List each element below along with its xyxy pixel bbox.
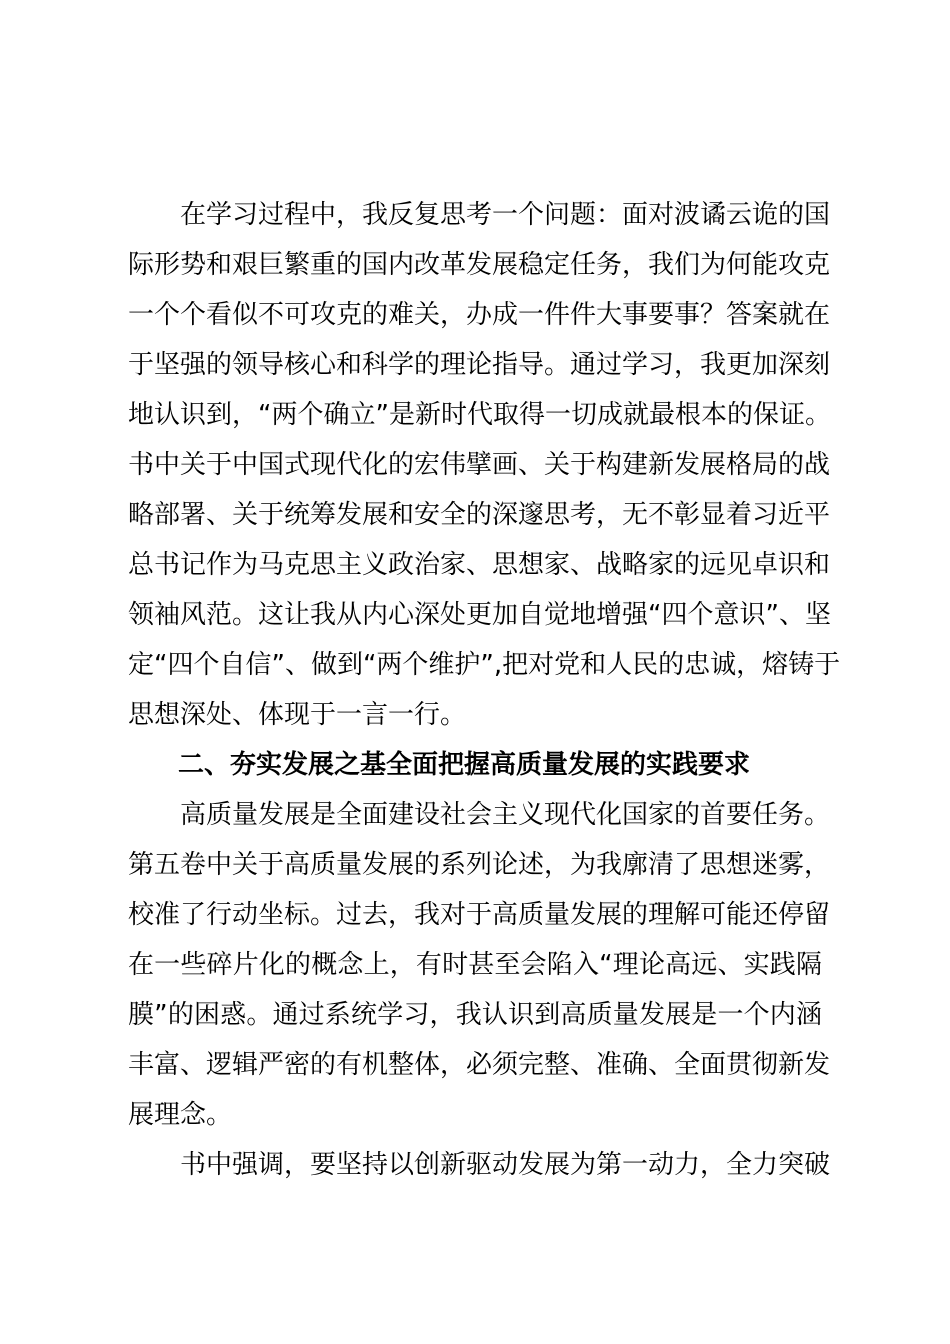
text-line: 思想深处、体现于一言一行。 bbox=[128, 700, 467, 730]
text-line: 总书记作为马克思主义政治家、思想家、战略家的远见卓识和 bbox=[128, 550, 831, 580]
text-line: 地认识到，“两个确立”是新时代取得一切成就最根本的保证。 bbox=[128, 400, 831, 430]
text-line: 际形势和艰巨繁重的国内改革发展稳定任务，我们为何能攻克 bbox=[128, 250, 831, 280]
text-line: 书中强调，要坚持以创新驱动发展为第一动力，全力突破 bbox=[180, 1150, 831, 1180]
text-line: 第五卷中关于高质量发展的系列论述，为我廓清了思想迷雾， bbox=[128, 850, 831, 880]
text-line: 在学习过程中，我反复思考一个问题：面对波谲云诡的国 bbox=[180, 200, 831, 230]
text-line: 略部署、关于统筹发展和安全的深邃思考，无不彰显着习近平 bbox=[128, 500, 831, 530]
text-line: 高质量发展是全面建设社会主义现代化国家的首要任务。 bbox=[180, 800, 831, 830]
text-line: 膜”的困惑。通过系统学习，我认识到高质量发展是一个内涵 bbox=[128, 1000, 822, 1030]
section-heading: 二、夯实发展之基全面把握高质量发展的实践要求 bbox=[178, 750, 751, 780]
text-line: 校准了行动坐标。过去，我对于高质量发展的理解可能还停留 bbox=[128, 900, 831, 930]
text-line: 书中关于中国式现代化的宏伟擘画、关于构建新发展格局的战 bbox=[128, 450, 831, 480]
text-line: 定“四个自信”、做到“两个维护”,把对党和人民的忠诚，熔铸于 bbox=[128, 650, 841, 680]
text-line: 展理念。 bbox=[128, 1100, 233, 1130]
text-line: 于坚强的领导核心和科学的理论指导。通过学习，我更加深刻 bbox=[128, 350, 831, 380]
text-line: 一个个看似不可攻克的难关，办成一件件大事要事？答案就在 bbox=[128, 300, 831, 330]
text-line: 丰富、逻辑严密的有机整体，必须完整、准确、全面贯彻新发 bbox=[128, 1050, 831, 1080]
text-line: 领袖风范。这让我从内心深处更加自觉地增强“四个意识”、坚 bbox=[128, 600, 831, 630]
text-line: 在一些碎片化的概念上，有时甚至会陷入“理论高远、实践隔 bbox=[128, 950, 822, 980]
